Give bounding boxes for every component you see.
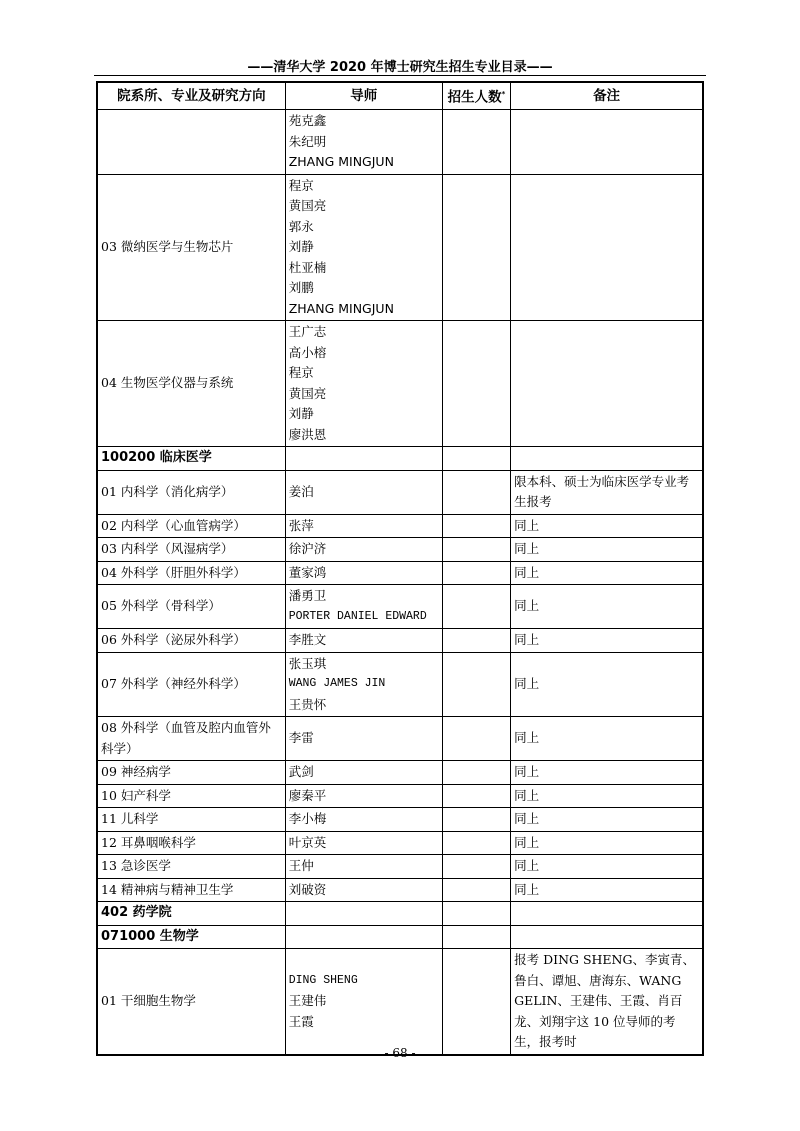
- advisor-name: 程京: [288, 365, 314, 380]
- note-cell: 同上: [511, 831, 703, 855]
- count-cell: [442, 470, 510, 514]
- advisor-cell: [285, 652, 442, 717]
- column-header-advisor: 导师: [285, 82, 442, 110]
- table-row: [97, 174, 703, 321]
- advisor-cell: [285, 110, 442, 175]
- note-cell: 同上: [511, 761, 703, 785]
- advisor-cell: [285, 855, 442, 879]
- advisor-name: 徐沪济: [288, 541, 327, 556]
- count-cell: [442, 878, 510, 902]
- advisor-name: 廖洪恩: [288, 426, 327, 442]
- advisor-name: 程京: [288, 177, 314, 193]
- advisor-cell: [285, 831, 442, 855]
- count-footnote-mark: *: [501, 90, 506, 98]
- direction-cell: 01 内科学（消化病学）: [97, 470, 285, 514]
- advisor-cell: [285, 902, 442, 926]
- table-body: [97, 110, 703, 1055]
- advisor-name: 叶京英: [288, 834, 327, 850]
- direction-cell: 06 外科学（泌尿外科学）: [97, 629, 285, 653]
- count-cell: [442, 629, 510, 653]
- advisor-name: 王贵怀: [288, 696, 327, 712]
- count-cell: [442, 652, 510, 717]
- advisor-cell: [285, 949, 442, 1055]
- direction-cell: 07 外科学（神经外科学）: [97, 652, 285, 717]
- column-header-count-label: 招生人数: [447, 89, 502, 106]
- count-cell: [442, 561, 510, 585]
- advisor-name: 潘勇卫: [288, 588, 327, 603]
- advisor-cell: [285, 538, 442, 562]
- column-header-note: 备注: [511, 82, 703, 110]
- advisor-cell: [285, 585, 442, 629]
- table-row: [97, 447, 703, 471]
- advisor-name: 董家鸿: [288, 564, 327, 580]
- note-cell: 同上: [511, 585, 703, 629]
- advisor-name: 李小梅: [288, 811, 327, 826]
- table-row: [97, 629, 703, 653]
- count-cell: [442, 784, 510, 808]
- count-cell: [442, 902, 510, 926]
- table-row: [97, 470, 703, 514]
- advisor-name: 王建伟: [288, 993, 327, 1008]
- direction-cell: 04 生物医学仪器与系统: [97, 321, 285, 447]
- advisor-name: DING SHENG: [288, 973, 358, 987]
- note-cell: 报考 DING SHENG、李寅青、鲁白、谭旭、唐海东、WANG GELIN、王建伟、王霞、肖百龙、刘翔宇这 10 位导师的考生，报考时: [511, 949, 703, 1055]
- table-row: [97, 949, 703, 1055]
- advisor-cell: [285, 321, 442, 447]
- advisor-name: ZHANG MINGJUN: [288, 300, 394, 316]
- direction-cell: [97, 110, 285, 175]
- advisor-name: 杜亚楠: [288, 259, 327, 275]
- note-cell: 同上: [511, 855, 703, 879]
- direction-cell: 09 神经病学: [97, 761, 285, 785]
- table-row: [97, 538, 703, 562]
- department-cell: 402 药学院: [97, 902, 285, 926]
- advisor-name: 黄国亮: [288, 198, 327, 213]
- advisor-name: 姜泊: [288, 483, 314, 499]
- table-row: [97, 652, 703, 717]
- direction-cell: 05 外科学（骨科学）: [97, 585, 285, 629]
- table-row: [97, 717, 703, 761]
- note-cell: [511, 110, 703, 175]
- direction-cell: 03 内科学（风湿病学）: [97, 538, 285, 562]
- advisor-name: 朱纪明: [288, 133, 327, 149]
- table-header-row: [97, 82, 703, 110]
- direction-cell: 12 耳鼻咽喉科学: [97, 831, 285, 855]
- table-row: [97, 902, 703, 926]
- count-cell: [442, 174, 510, 321]
- advisor-name: 武剑: [288, 764, 314, 779]
- note-cell: 同上: [511, 561, 703, 585]
- advisor-cell: [285, 174, 442, 321]
- note-cell: [511, 447, 703, 471]
- table-row: [97, 585, 703, 629]
- count-cell: [442, 514, 510, 538]
- count-cell: [442, 717, 510, 761]
- advisor-name: 李胜文: [288, 632, 327, 647]
- direction-cell: 11 儿科学: [97, 808, 285, 832]
- advisor-name: 刘静: [288, 239, 314, 254]
- column-header-direction: 院系所、专业及研究方向: [97, 82, 285, 110]
- count-cell: [442, 808, 510, 832]
- note-cell: [511, 902, 703, 926]
- advisor-name: PORTER DANIEL EDWARD: [288, 609, 427, 623]
- direction-cell: 08 外科学（血管及腔内血管外科学）: [97, 717, 285, 761]
- direction-cell: 03 微纳医学与生物芯片: [97, 174, 285, 321]
- advisor-name: 刘破资: [288, 881, 327, 897]
- note-cell: 同上: [511, 538, 703, 562]
- note-cell: [511, 174, 703, 321]
- table-row: [97, 561, 703, 585]
- table-row: [97, 878, 703, 902]
- table-row: [97, 808, 703, 832]
- note-cell: [511, 321, 703, 447]
- department-cell: 071000 生物学: [97, 925, 285, 949]
- direction-cell: 02 内科学（心血管病学）: [97, 514, 285, 538]
- advisor-name: WANG JAMES JIN: [288, 677, 386, 690]
- page-header-title: ——清华大学 2020 年博士研究生招生专业目录——: [247, 60, 553, 75]
- advisor-cell: [285, 761, 442, 785]
- direction-cell: 01 干细胞生物学: [97, 949, 285, 1055]
- direction-cell: 04 外科学（肝胆外科学）: [97, 561, 285, 585]
- table-row: [97, 855, 703, 879]
- advisor-name: 廖秦平: [288, 787, 327, 803]
- count-cell: [442, 855, 510, 879]
- direction-cell: 13 急诊医学: [97, 855, 285, 879]
- column-header-count: [442, 82, 510, 110]
- advisor-name: 王霞: [288, 1013, 314, 1029]
- table-row: [97, 761, 703, 785]
- advisor-name: 高小榕: [288, 344, 327, 360]
- count-cell: [442, 321, 510, 447]
- advisor-name: 王仲: [288, 858, 314, 873]
- note-cell: 同上: [511, 878, 703, 902]
- note-cell: [511, 925, 703, 949]
- count-cell: [442, 447, 510, 471]
- count-cell: [442, 949, 510, 1055]
- table-row: [97, 110, 703, 175]
- count-cell: [442, 110, 510, 175]
- advisor-cell: [285, 925, 442, 949]
- advisor-name: 王广志: [288, 324, 327, 339]
- note-cell: 同上: [511, 717, 703, 761]
- note-cell: 限本科、硕士为临床医学专业考生报考: [511, 470, 703, 514]
- advisor-name: ZHANG MINGJUN: [288, 154, 394, 169]
- table-row: [97, 321, 703, 447]
- advisor-cell: [285, 470, 442, 514]
- advisor-name: 郭永: [288, 218, 314, 234]
- note-cell: 同上: [511, 808, 703, 832]
- count-cell: [442, 761, 510, 785]
- count-cell: [442, 831, 510, 855]
- count-cell: [442, 925, 510, 949]
- advisor-cell: [285, 561, 442, 585]
- advisor-name: 李雷: [288, 730, 314, 746]
- department-cell: 100200 临床医学: [97, 447, 285, 471]
- note-cell: 同上: [511, 514, 703, 538]
- advisor-name: 张萍: [288, 517, 314, 533]
- direction-cell: 10 妇产科学: [97, 784, 285, 808]
- advisor-name: 刘鹏: [288, 280, 314, 295]
- advisor-cell: [285, 629, 442, 653]
- advisor-name: 张玉琪: [288, 655, 327, 671]
- note-cell: 同上: [511, 629, 703, 653]
- table-row: [97, 831, 703, 855]
- note-cell: 同上: [511, 652, 703, 717]
- advisor-cell: [285, 717, 442, 761]
- header-rule: [94, 75, 706, 76]
- program-catalog-table: [96, 81, 704, 1056]
- advisor-cell: [285, 878, 442, 902]
- count-cell: [442, 538, 510, 562]
- note-cell: 同上: [511, 784, 703, 808]
- advisor-name: 黄国亮: [288, 385, 327, 401]
- table-row: [97, 514, 703, 538]
- advisor-name: 苑克鑫: [288, 113, 327, 128]
- advisor-cell: [285, 447, 442, 471]
- table-row: [97, 925, 703, 949]
- table-row: [97, 784, 703, 808]
- advisor-cell: [285, 784, 442, 808]
- advisor-name: 刘静: [288, 406, 314, 421]
- count-cell: [442, 585, 510, 629]
- advisor-cell: [285, 808, 442, 832]
- advisor-cell: [285, 514, 442, 538]
- page-number: - 68 -: [384, 1046, 416, 1060]
- direction-cell: 14 精神病与精神卫生学: [97, 878, 285, 902]
